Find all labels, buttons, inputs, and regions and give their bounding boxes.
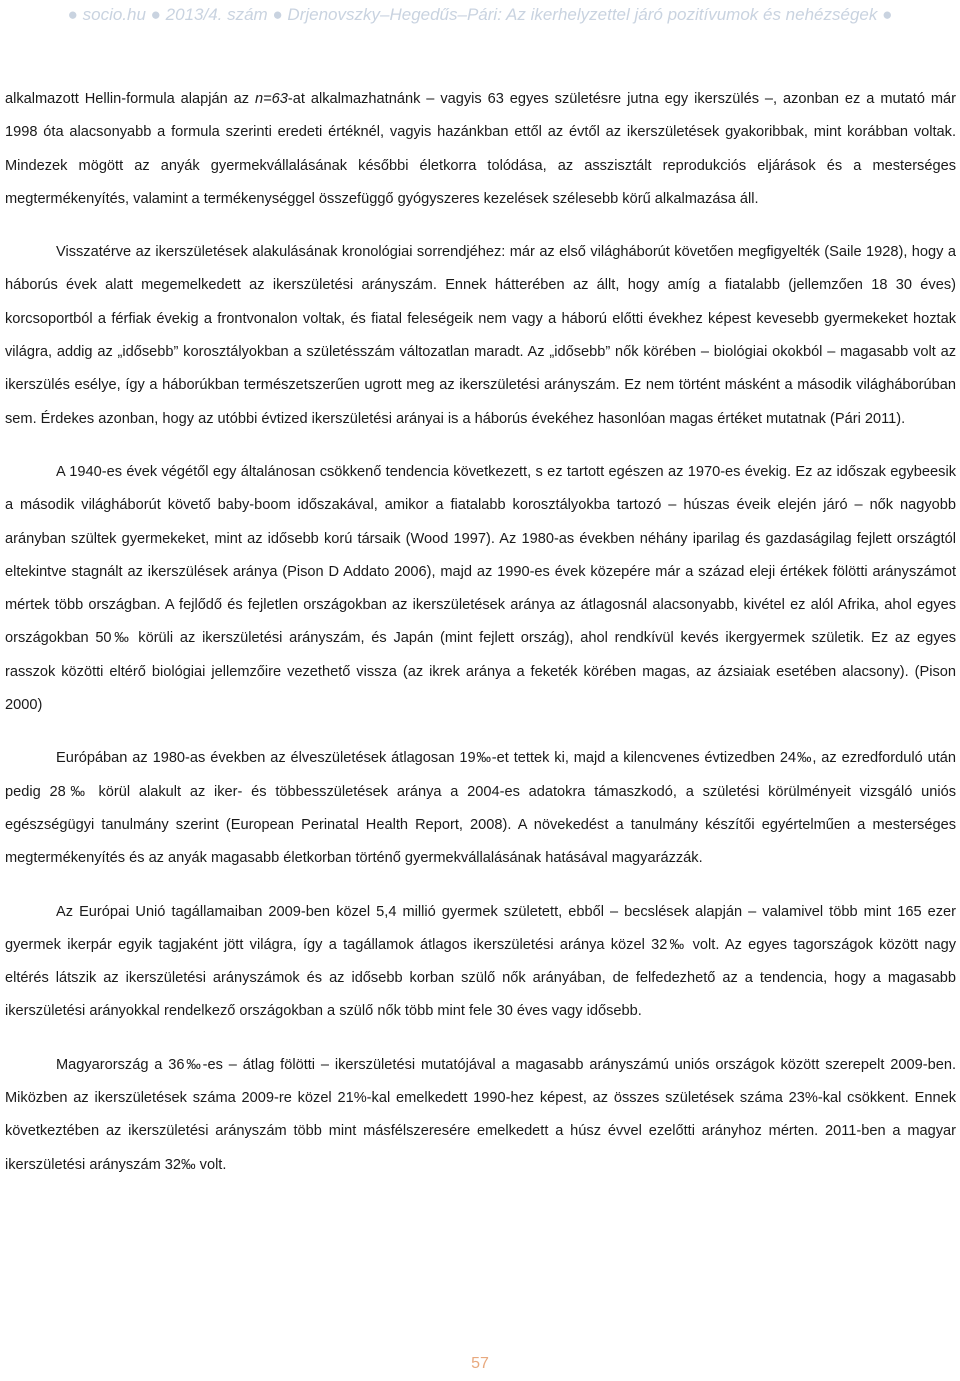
paragraph-3: A 1940-es évek végétől egy általánosan csökkenő tendencia következett, s ez tartott egészen az 1970-es évekig. Ez az időszak egybeesik a második világháborút követő baby-boom időszakával, amikor a fiatalabb korosztályokba tartozó – húszas éveik elején járó – nők nagyobb arányban szültek gyermekeket, mint az idősebb korú társaik (Wood 1997). Az 1980-as években néhány iparilag és gazdaságilag fejlett országtól eltekintve stagnált az ikerszülések aránya (Pison D Addato 2006), majd az 1990-es évek közepére már a század eleji értékek fölötti arányszámot mértek több országban. A fejlődő és fejletlen országokban az ikerszületések aránya az átlagosnál alacsonyabb, kivétel ez alól Afrika, ahol egyes országokban 50‰ körüli az ikerszületési arányszám, és Japán (mint fejlett ország), ahol rendkívül kevés ikergyermek születik. Ez az egyes rasszok közötti eltérő biológiai jellemzőire vezethető vissza (az ikrek aránya a feketék körében magas, az ázsiaiak esetében alacsony). (Pison 2000)	[5, 463, 956, 714]
paragraph-6: Magyarország a 36‰-es – átlag fölötti – ikerszületési mutatójával a magasabb arányszámú uniós országok között szerepelt 2009-ben. Miközben az ikerszületések száma 2009-re közel 21%-kal emelkedett 1990-hez képest, az összes születések száma 23%-kal csökkent. Ennek következtében az ikerszületési arányszám több mint másfélszeresére emelkedett a húsz évvel ezelőtti arányhoz mérten. 2011-ben a magyar ikerszületési arányszám 32‰ volt.	[5, 1056, 956, 1173]
article-body	[5, 83, 956, 1182]
paragraph-2: Visszatérve az ikerszületések alakulásának kronológiai sorrendjéhez: már az első világháborút követően megfigyelték (Saile 1928), hogy a háborús évek alatt megemelkedett az ikerszületési arányszám. Ennek hátterében az állt, hogy amíg a fiatalabb (jellemzően 18 30 éves) korcsoportból a férfiak évekig a frontvonalon voltak, és fiatal feleségeik nem vagy a háború előtti évekhez képest kevesebb gyermekeket hoztak világra, addig az „idősebb” korosztályokban a születésszám változatlan maradt. Az „idősebb” nők körében – biológiai okokból – magasabb volt az ikerszülés esélye, így a háborúkban természetszerűen ugrott meg az ikerszületési arányszám. Ez nem történt másként a második világháborúban sem. Érdekes azonban, hogy az utóbbi évtized ikerszületési arányai is a háborús évekéhez hasonlóan magas értéket mutatnak (Pári 2011).	[5, 244, 956, 427]
bullet-icon: ●	[882, 5, 893, 24]
formula-variable: n=63	[255, 91, 288, 107]
paragraph-1-rest: -at alkalmazhatnánk – vagyis 63 egyes születésre jutna egy ikerszülés –, azonban ez a mutató már 1998 óta alacsonyabb a formula szerinti eredeti értéknél, vagyis hazánkban ettől az évtől az ikerszületések gyakoribbak, mint korábban voltak. Mindezek mögött az anyák gyermekvállalásának későbbi életkorra tolódása, az asszisztált reprodukciós eljárások és a mesterséges megtermékenyítés, valamint a termékenységgel összefüggő gyógyszeres kezelések szélesebb körű alkalmazása áll.	[5, 91, 956, 207]
paragraph-1	[5, 83, 956, 216]
paragraph-5: Az Európai Unió tagállamaiban 2009-ben közel 5,4 millió gyermek született, ebből – becslések alapján – valamivel több mint 165 ezer gyermek ikerpár egyik tagjaként jött világra, így a tagállamok átlagos ikerszületési aránya közel 32‰ volt. Az egyes tagországok között nagy eltérés látszik az ikerszületési arányszámok és az idősebb korban szülő nők arányában, de felfedezhető az a tendencia, hogy a magasabb ikerszületési arányokkal rendelkező országokban a szülő nők több mint fele 30 éves vagy idősebb.	[5, 903, 956, 1020]
running-header	[0, 5, 960, 25]
running-header-text: socio.hu ● 2013/4. szám ● Drjenovszky–Hegedűs–Pári: Az ikerhelyzettel járó pozitívumok és nehézségek	[82, 5, 878, 24]
page-number: 57	[471, 1355, 489, 1372]
paragraph-1-intro: alkalmazott Hellin-formula alapján az	[5, 91, 256, 107]
bullet-icon: ●	[67, 5, 78, 24]
paragraph-4: Európában az 1980-as években az élveszületések átlagosan 19‰-et tettek ki, majd a kilencvenes évtizedben 24‰, az ezredforduló után pedig 28‰ körül alakult az iker- és többesszületések aránya a 2004-es adatokra támaszkodó, a születési körülményeit vizsgáló uniós egészségügyi tanulmány szerint (European Perinatal Health Report, 2008). A növekedést a tanulmány készítői egyértelműen a mesterséges megtermékenyítés és az anyák magasabb életkorban történő gyermekvállalásának hatásával magyarázzák.	[5, 750, 956, 867]
